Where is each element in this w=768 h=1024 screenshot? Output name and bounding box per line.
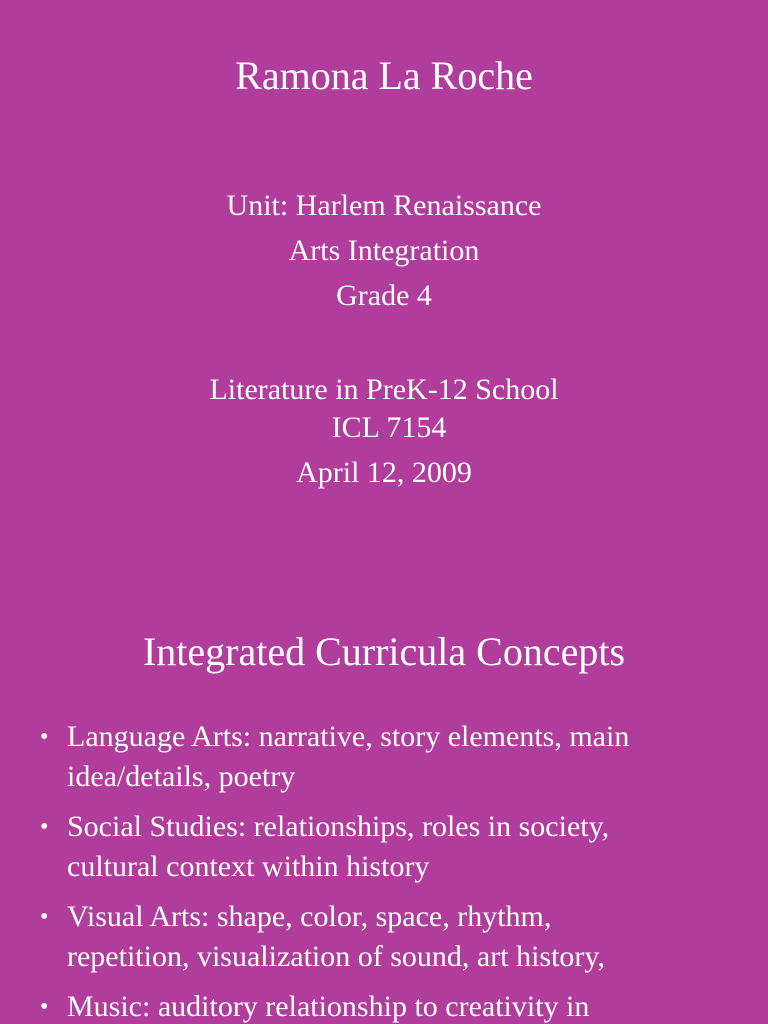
list-item <box>0 897 768 977</box>
slide-title: Integrated Curricula Concepts <box>142 629 626 674</box>
course-code: ICL 7154 <box>331 411 447 444</box>
bullet-icon: • <box>40 904 49 930</box>
concepts-list <box>0 717 768 1024</box>
unit-label: Unit: Harlem Renaissance <box>226 189 542 222</box>
grade-label: Grade 4 <box>336 279 432 312</box>
subject-label: Arts Integration <box>288 234 480 267</box>
bullet-icon: • <box>40 814 49 840</box>
presenter-name: Ramona La Roche <box>235 53 533 98</box>
list-item-text: Visual Arts: shape, color, space, rhythm, repetition, visualization of sound, art history, <box>67 900 605 973</box>
course-name: Literature in PreK-12 School <box>209 373 559 406</box>
list-item <box>0 987 768 1024</box>
course-info <box>0 367 768 495</box>
unit-info <box>0 183 768 318</box>
list-item-text: Social Studies: relationships, roles in society, cultural context within history <box>67 810 610 883</box>
list-item <box>0 717 768 797</box>
list-item-text: Music: auditory relationship to creativity in <box>67 990 590 1023</box>
presentation-date: April 12, 2009 <box>296 456 472 489</box>
bullet-icon: • <box>40 724 49 750</box>
list-item <box>0 807 768 887</box>
bullet-icon: • <box>40 994 49 1020</box>
concepts-slide <box>0 580 768 1024</box>
list-item-text: Language Arts: narrative, story elements, main idea/details, poetry <box>67 720 630 793</box>
